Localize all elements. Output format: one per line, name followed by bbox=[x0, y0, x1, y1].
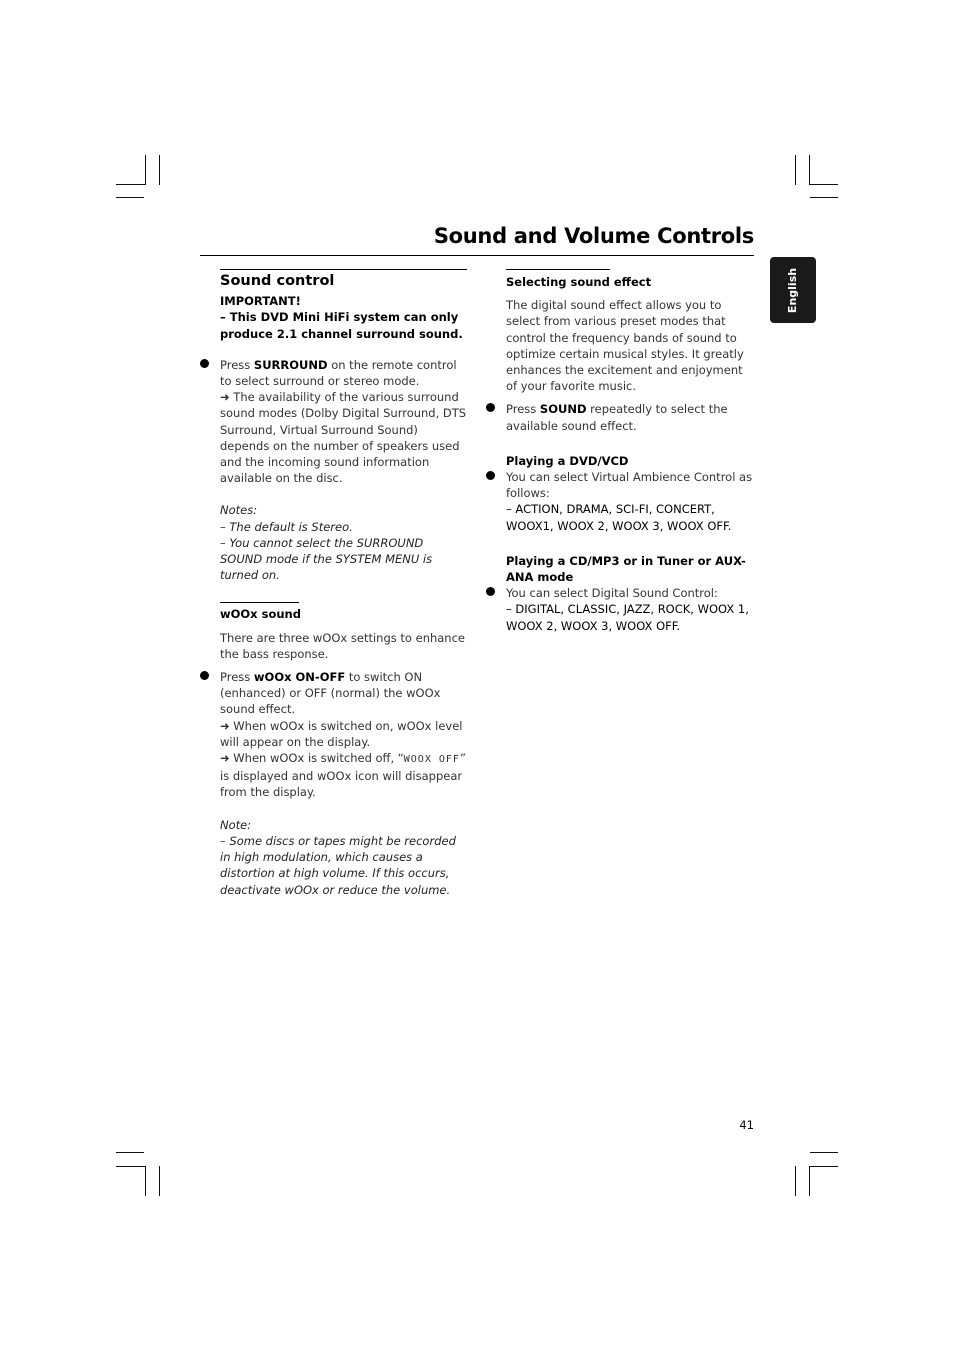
important-text: – This DVD Mini HiFi system can only produce 2.1 channel surround sound. bbox=[220, 310, 463, 341]
cd-options: – DIGITAL, CLASSIC, JAZZ, ROCK, WOOX 1, WOOX 2, WOOX 3, WOOX OFF. bbox=[506, 602, 749, 633]
crop-mark bbox=[810, 1152, 838, 1153]
sound-step bbox=[506, 401, 754, 433]
effect-intro: The digital sound effect allows you to select from various preset modes that control the frequency bands of sound to optimize certain musical styles. It greatly enhances the excitement and enjoyment of your favorite music. bbox=[506, 298, 744, 394]
crop-mark bbox=[810, 197, 838, 198]
woox-key: wOOx ON-OFF bbox=[253, 670, 346, 685]
dvd-text: You can select Virtual Ambience Control as follows: bbox=[506, 470, 753, 501]
crop-mark bbox=[145, 155, 146, 185]
page-title: Sound and Volume Controls bbox=[433, 224, 754, 248]
left-column bbox=[220, 269, 467, 898]
surround-result: ➜ The availability of the various surround sound modes (Dolby Digital Surround, DTS Surround, Virtual Surround Sound) depends on the number of speakers used and the incoming sound information available on the disc. bbox=[220, 390, 467, 486]
step-text: to switch ON (enhanced) or OFF (normal) the wOOx sound effect. bbox=[220, 670, 441, 717]
sound-key: SOUND bbox=[539, 402, 587, 417]
dvd-options: – ACTION, DRAMA, SCI-FI, CONCERT, WOOX1, WOOX 2, WOOX 3, WOOX OFF. bbox=[506, 502, 732, 533]
cd-text: You can select Digital Sound Control: bbox=[506, 586, 718, 601]
step-text: repeatedly to select the available sound effect. bbox=[506, 402, 728, 433]
crop-mark bbox=[809, 184, 838, 185]
note-item: – You cannot select the SURROUND SOUND mode if the SYSTEM MENU is turned on. bbox=[220, 535, 433, 583]
cd-heading: Playing a CD/MP3 or in Tuner or AUX-ANA mode bbox=[506, 553, 746, 585]
dvd-item bbox=[506, 469, 754, 534]
step-text: Press bbox=[506, 402, 540, 417]
sound-control-heading: Sound control bbox=[220, 273, 335, 289]
step-text: Press bbox=[220, 357, 254, 372]
woox-intro: There are three wOOx settings to enhance the bass response. bbox=[220, 630, 465, 661]
dvd-heading: Playing a DVD/VCD bbox=[506, 453, 629, 468]
woox-heading: wOOx sound bbox=[220, 607, 301, 622]
cd-item bbox=[506, 585, 754, 634]
crop-mark bbox=[159, 1166, 160, 1196]
bullet-icon bbox=[200, 359, 209, 368]
section-rule bbox=[506, 269, 610, 270]
woox-result-off: ➜ When wOOx is switched off, “ bbox=[220, 751, 404, 766]
title-rule bbox=[200, 255, 754, 256]
crop-mark bbox=[116, 1166, 146, 1167]
bullet-icon bbox=[486, 587, 495, 596]
crop-mark bbox=[809, 1166, 810, 1196]
crop-mark bbox=[116, 184, 146, 185]
important-label: IMPORTANT! bbox=[220, 294, 301, 309]
step-text: Press bbox=[220, 670, 254, 685]
crop-mark bbox=[159, 155, 160, 185]
step-text: on the remote control to select surround or stereo mode. bbox=[220, 357, 457, 389]
right-column bbox=[506, 269, 754, 634]
crop-mark bbox=[145, 1166, 146, 1196]
crop-mark bbox=[809, 155, 810, 185]
crop-mark bbox=[795, 155, 796, 185]
notes-label: Notes: bbox=[220, 503, 258, 518]
bullet-icon bbox=[486, 471, 495, 480]
bullet-icon bbox=[200, 671, 209, 680]
woox-result-off: ” is displayed and wOOx icon will disappear from the display. bbox=[220, 751, 466, 800]
crop-mark bbox=[116, 197, 144, 198]
note-item: – The default is Stereo. bbox=[220, 519, 353, 534]
note-label: Note: bbox=[220, 817, 252, 832]
display-readout: WOOX OFF bbox=[403, 754, 460, 766]
crop-mark bbox=[809, 1166, 838, 1167]
crop-mark bbox=[795, 1166, 796, 1196]
crop-mark bbox=[116, 1152, 144, 1153]
woox-step bbox=[220, 669, 467, 801]
effect-heading: Selecting sound effect bbox=[506, 275, 652, 289]
language-tab-label: English bbox=[786, 267, 800, 313]
page-number: 41 bbox=[739, 1118, 754, 1132]
woox-result-on: ➜ When wOOx is switched on, wOOx level will appear on the display. bbox=[220, 718, 463, 749]
bullet-icon bbox=[486, 403, 495, 412]
note-item: – Some discs or tapes might be recorded in high modulation, which causes a distortion at high volume. If this occurs, deactivate wOOx or reduce the volume. bbox=[220, 833, 456, 897]
surround-step bbox=[220, 357, 467, 487]
surround-key: SURROUND bbox=[253, 357, 328, 372]
section-rule bbox=[220, 269, 467, 270]
language-tab bbox=[770, 257, 816, 323]
section-rule bbox=[220, 602, 299, 603]
